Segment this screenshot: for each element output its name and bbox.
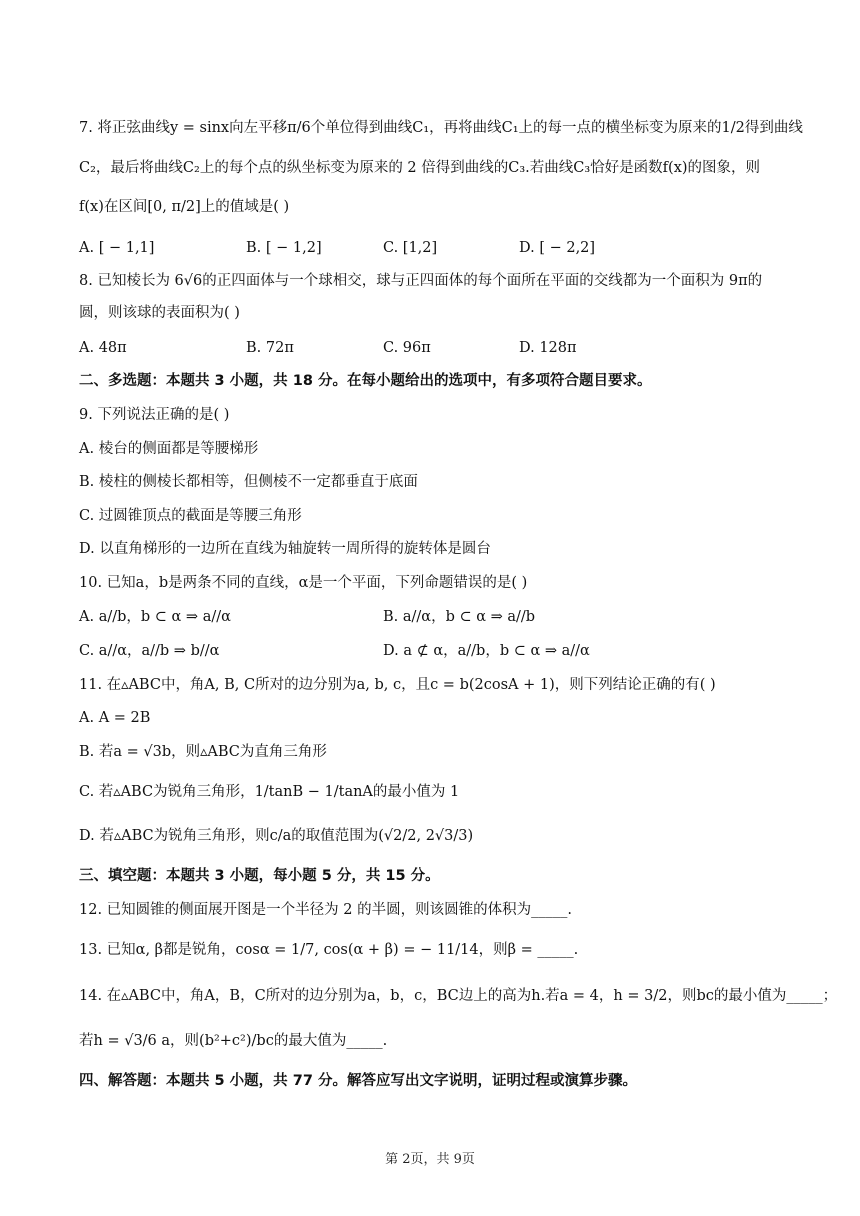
q14-line2: 若h = √3/6 a，则(b²+c²)/bc的最大值为_____. [79,1033,388,1049]
q12-stem: 12. 已知圆锥的侧面展开图是一个半径为 2 的半圆，则该圆锥的体积为_____. [79,902,572,918]
section-heading-multi-choice: 二、多选题：本题共 3 小题，共 18 分。在每小题给出的选项中，有多项符合题目要求。 [79,373,652,389]
q14-line1: 14. 在▵ABC中，角A，B，C所对的边分别为a，b，c，BC边上的高为h.若a = 4，h = 3/2，则bc的最小值为_____； [79,988,838,1004]
q8-line1: 8. 已知棱长为 6√6的正四面体与一个球相交，球与正四面体的每个面所在平面的交线都为一个面积为 9π的 [79,273,763,289]
q8-option-c: C. 96π [383,340,431,356]
q11-option-c: C. 若▵ABC为锐角三角形，1/tanB − 1/tanA的最小值为 1 [79,784,460,800]
q10-stem: 10. 已知a，b是两条不同的直线，α是一个平面，下列命题错误的是( ) [79,575,528,591]
q8-option-a: A. 48π [79,340,127,356]
q10-option-a: A. a//b，b ⊂ α ⇒ a//α [79,609,231,625]
q7-option-c: C. [1,2] [383,240,438,256]
q7-option-a: A. [ − 1,1] [79,240,155,256]
q9-option-c: C. 过圆锥顶点的截面是等腰三角形 [79,508,302,524]
q13-stem: 13. 已知α, β都是锐角，cosα = 1/7, cos(α + β) = − 11/14，则β = _____. [79,942,579,958]
q9-option-d: D. 以直角梯形的一边所在直线为轴旋转一周所得的旋转体是圆台 [79,541,491,557]
q11-option-d: D. 若▵ABC为锐角三角形，则c/a的取值范围为(√2/2, 2√3/3) [79,828,474,844]
q9-stem: 9. 下列说法正确的是( ) [79,407,230,423]
page-footer: 第 2页，共 9页 [385,1152,475,1167]
q7-option-d: D. [ − 2,2] [519,240,596,256]
q10-option-b: B. a//α，b ⊂ α ⇒ a//b [383,609,536,625]
q8-option-d: D. 128π [519,340,577,356]
q11-stem: 11. 在▵ABC中，角A, B, C所对的边分别为a, b, c，且c = b(2cosA + 1)，则下列结论正确的有( ) [79,677,716,693]
q7-line1: 7. 将正弦曲线y = sinx向左平移π/6个单位得到曲线C₁，再将曲线C₁上的每一点的横坐标变为原来的1/2得到曲线 [79,120,803,136]
q10-option-d: D. a ⊄ α，a//b，b ⊂ α ⇒ a//α [383,643,590,659]
q8-line2: 圆，则该球的表面积为( ) [79,305,240,321]
section-heading-solutions: 四、解答题：本题共 5 小题，共 77 分。解答应写出文字说明，证明过程或演算步骤。 [79,1073,637,1089]
q11-option-a: A. A = 2B [79,710,151,726]
q11-option-b: B. 若a = √3b，则▵ABC为直角三角形 [79,744,327,760]
q7-line3: f(x)在区间[0, π/2]上的值域是( ) [79,199,290,215]
q9-option-a: A. 棱台的侧面都是等腰梯形 [79,441,259,457]
q9-option-b: B. 棱柱的侧棱长都相等，但侧棱不一定都垂直于底面 [79,474,418,490]
q10-option-c: C. a//α，a//b ⇒ b//α [79,643,220,659]
q7-option-b: B. [ − 1,2] [246,240,322,256]
section-heading-fill-blank: 三、填空题：本题共 3 小题，每小题 5 分，共 15 分。 [79,868,440,884]
q7-line2: C₂，最后将曲线C₂上的每个点的纵坐标变为原来的 2 倍得到曲线的C₃.若曲线C₃恰好是函数f(x)的图象，则 [79,160,761,176]
q8-option-b: B. 72π [246,340,294,356]
